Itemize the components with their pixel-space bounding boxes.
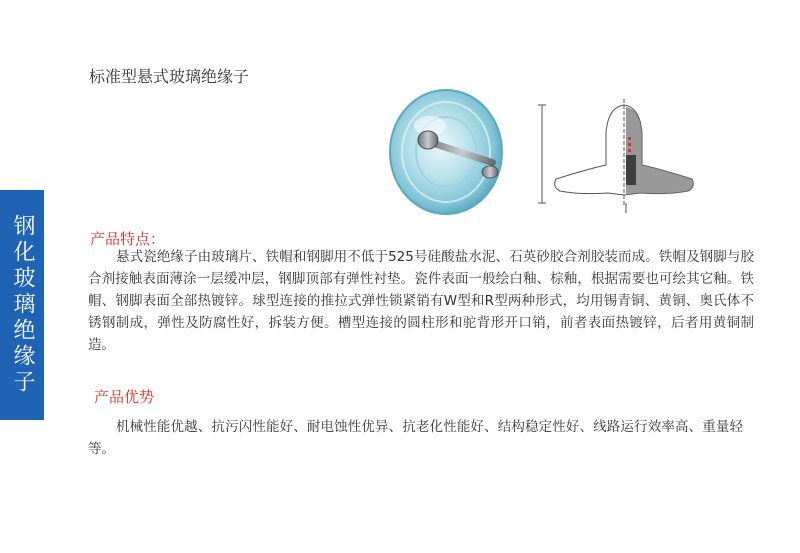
advantages-heading: 产品优势 [94,388,155,406]
features-body [88,246,754,356]
insulator-photo [382,78,514,218]
advantages-paragraph: 机械性能优越、抗污闪性能好、耐电蚀性优异、抗老化性能好、结构稳定性好、线路运行效率高、重量轻等。 [88,419,743,457]
insulator-technical-drawing [528,95,708,215]
page-title: 标准型悬式玻璃绝缘子 [89,67,250,86]
side-category-tab [0,190,44,420]
features-heading: 产品特点： [90,230,166,248]
features-paragraph: 悬式瓷绝缘子由玻璃片、铁帽和钢脚用不低于525号硅酸盐水泥、石英砂胶合剂胶装而成。铁帽及钢脚与胶合剂接触表面薄涂一层缓冲层，钢脚顶部有弹性衬垫。瓷件表面一般绘白釉、棕釉，根据需要也可绘其它釉。铁帽、钢脚表面全部热镀锌。球型连接的推拉式弹性锁紧销有W型和R型两种形式，均用锡青铜、黄铜、奥氏体不锈钢制成，弹性及防腐性好，拆装方便。槽型连接的圆柱形和驼背形开口销，前者表面热镀锌，后者用黄铜制造。 [88,249,754,353]
advantages-body [88,416,743,460]
side-category-label: 钢化玻璃绝缘子 [10,214,35,396]
